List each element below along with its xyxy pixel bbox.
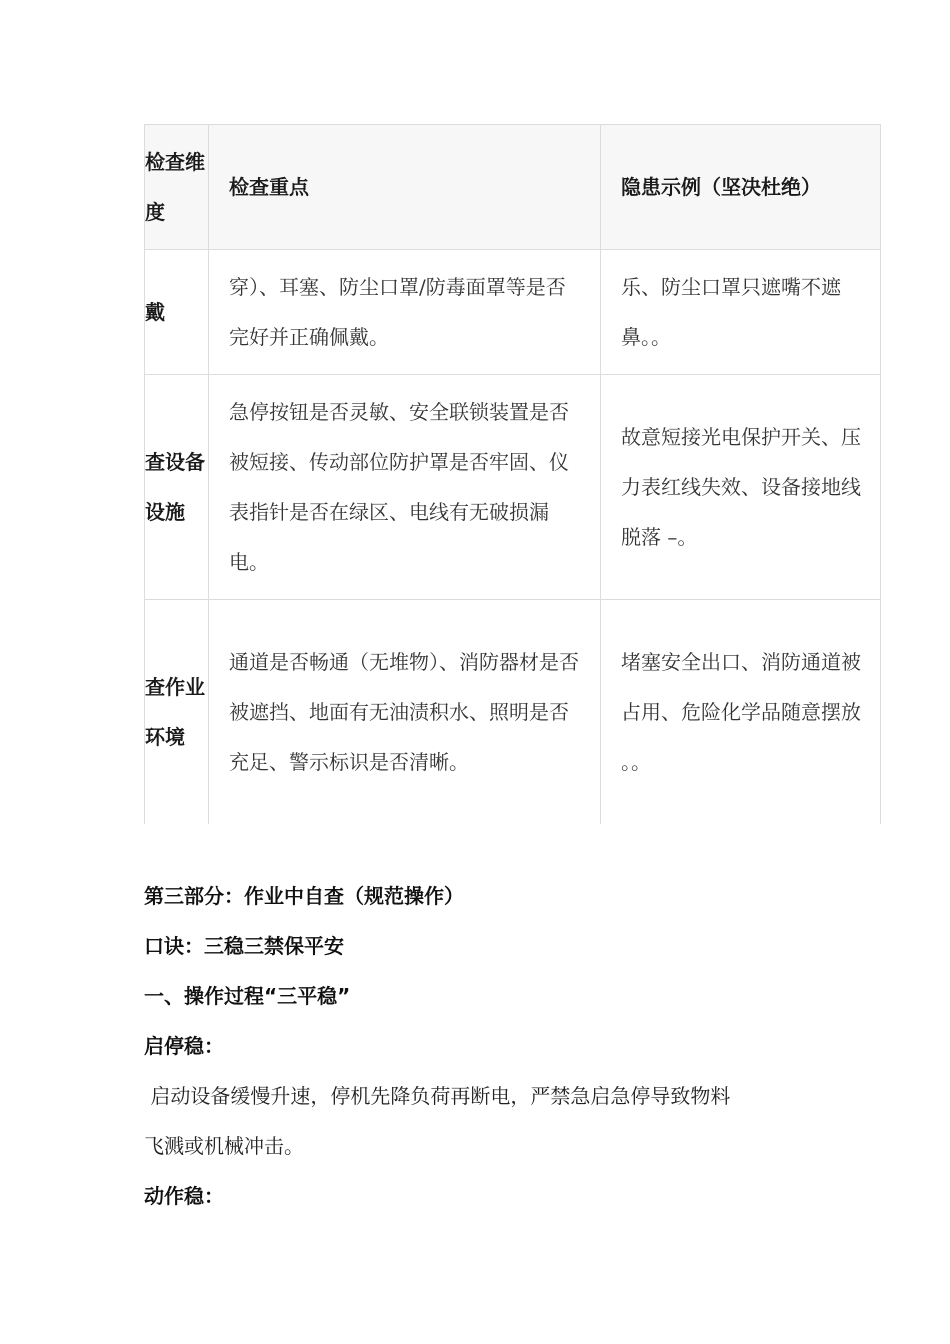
inspection-table [144,124,881,824]
header-focus: 检查重点 [209,125,601,250]
table-row [145,600,881,825]
paragraph-line: 飞溅或机械冲击。 [144,1134,304,1158]
row-dimension: 查设备设施 [145,375,209,600]
header-example: 隐患示例（坚决杜绝） [601,125,881,250]
row-example: 堵塞安全出口、消防通道被占用、危险化学品随意摆放 。。 [601,600,881,825]
slogan: 口诀：三稳三禁保平安 [144,934,344,958]
row-example: 故意短接光电保护开关、压力表红线失效、设备接地线脱落 –。 [601,375,881,600]
paragraph-line: 启动设备缓慢升速，停机先降负荷再断电，严禁急启急停导致物料 [144,1084,731,1108]
table-row [145,375,881,600]
row-dimension: 查作业环境 [145,600,209,825]
section-heading: 一、操作过程“三平稳” [144,984,351,1008]
row-focus: 急停按钮是否灵敏、安全联锁装置是否被短接、传动部位防护罩是否牢固、仪表指针是否在绿区、电线有无破损漏电。 [209,375,601,600]
row-focus: 通道是否畅通（无堆物）、消防器材是否被遮挡、地面有无油渍积水、照明是否充足、警示标识是否清晰。 [209,600,601,825]
table-row [145,250,881,375]
part-title: 第三部分：作业中自查（规范操作） [144,884,464,908]
table-header-row [145,125,881,250]
row-dimension: 戴 [145,250,209,375]
subheading-start-stop: 启停稳： [144,1034,224,1058]
row-example: 乐、防尘口罩只遮嘴不遮鼻。。 [601,250,881,375]
header-dimension: 检查维度 [145,125,209,250]
row-focus: 穿）、耳塞、防尘口罩/防毒面罩等是否完好并正确佩戴。 [209,250,601,375]
subheading-action: 动作稳： [144,1184,224,1208]
